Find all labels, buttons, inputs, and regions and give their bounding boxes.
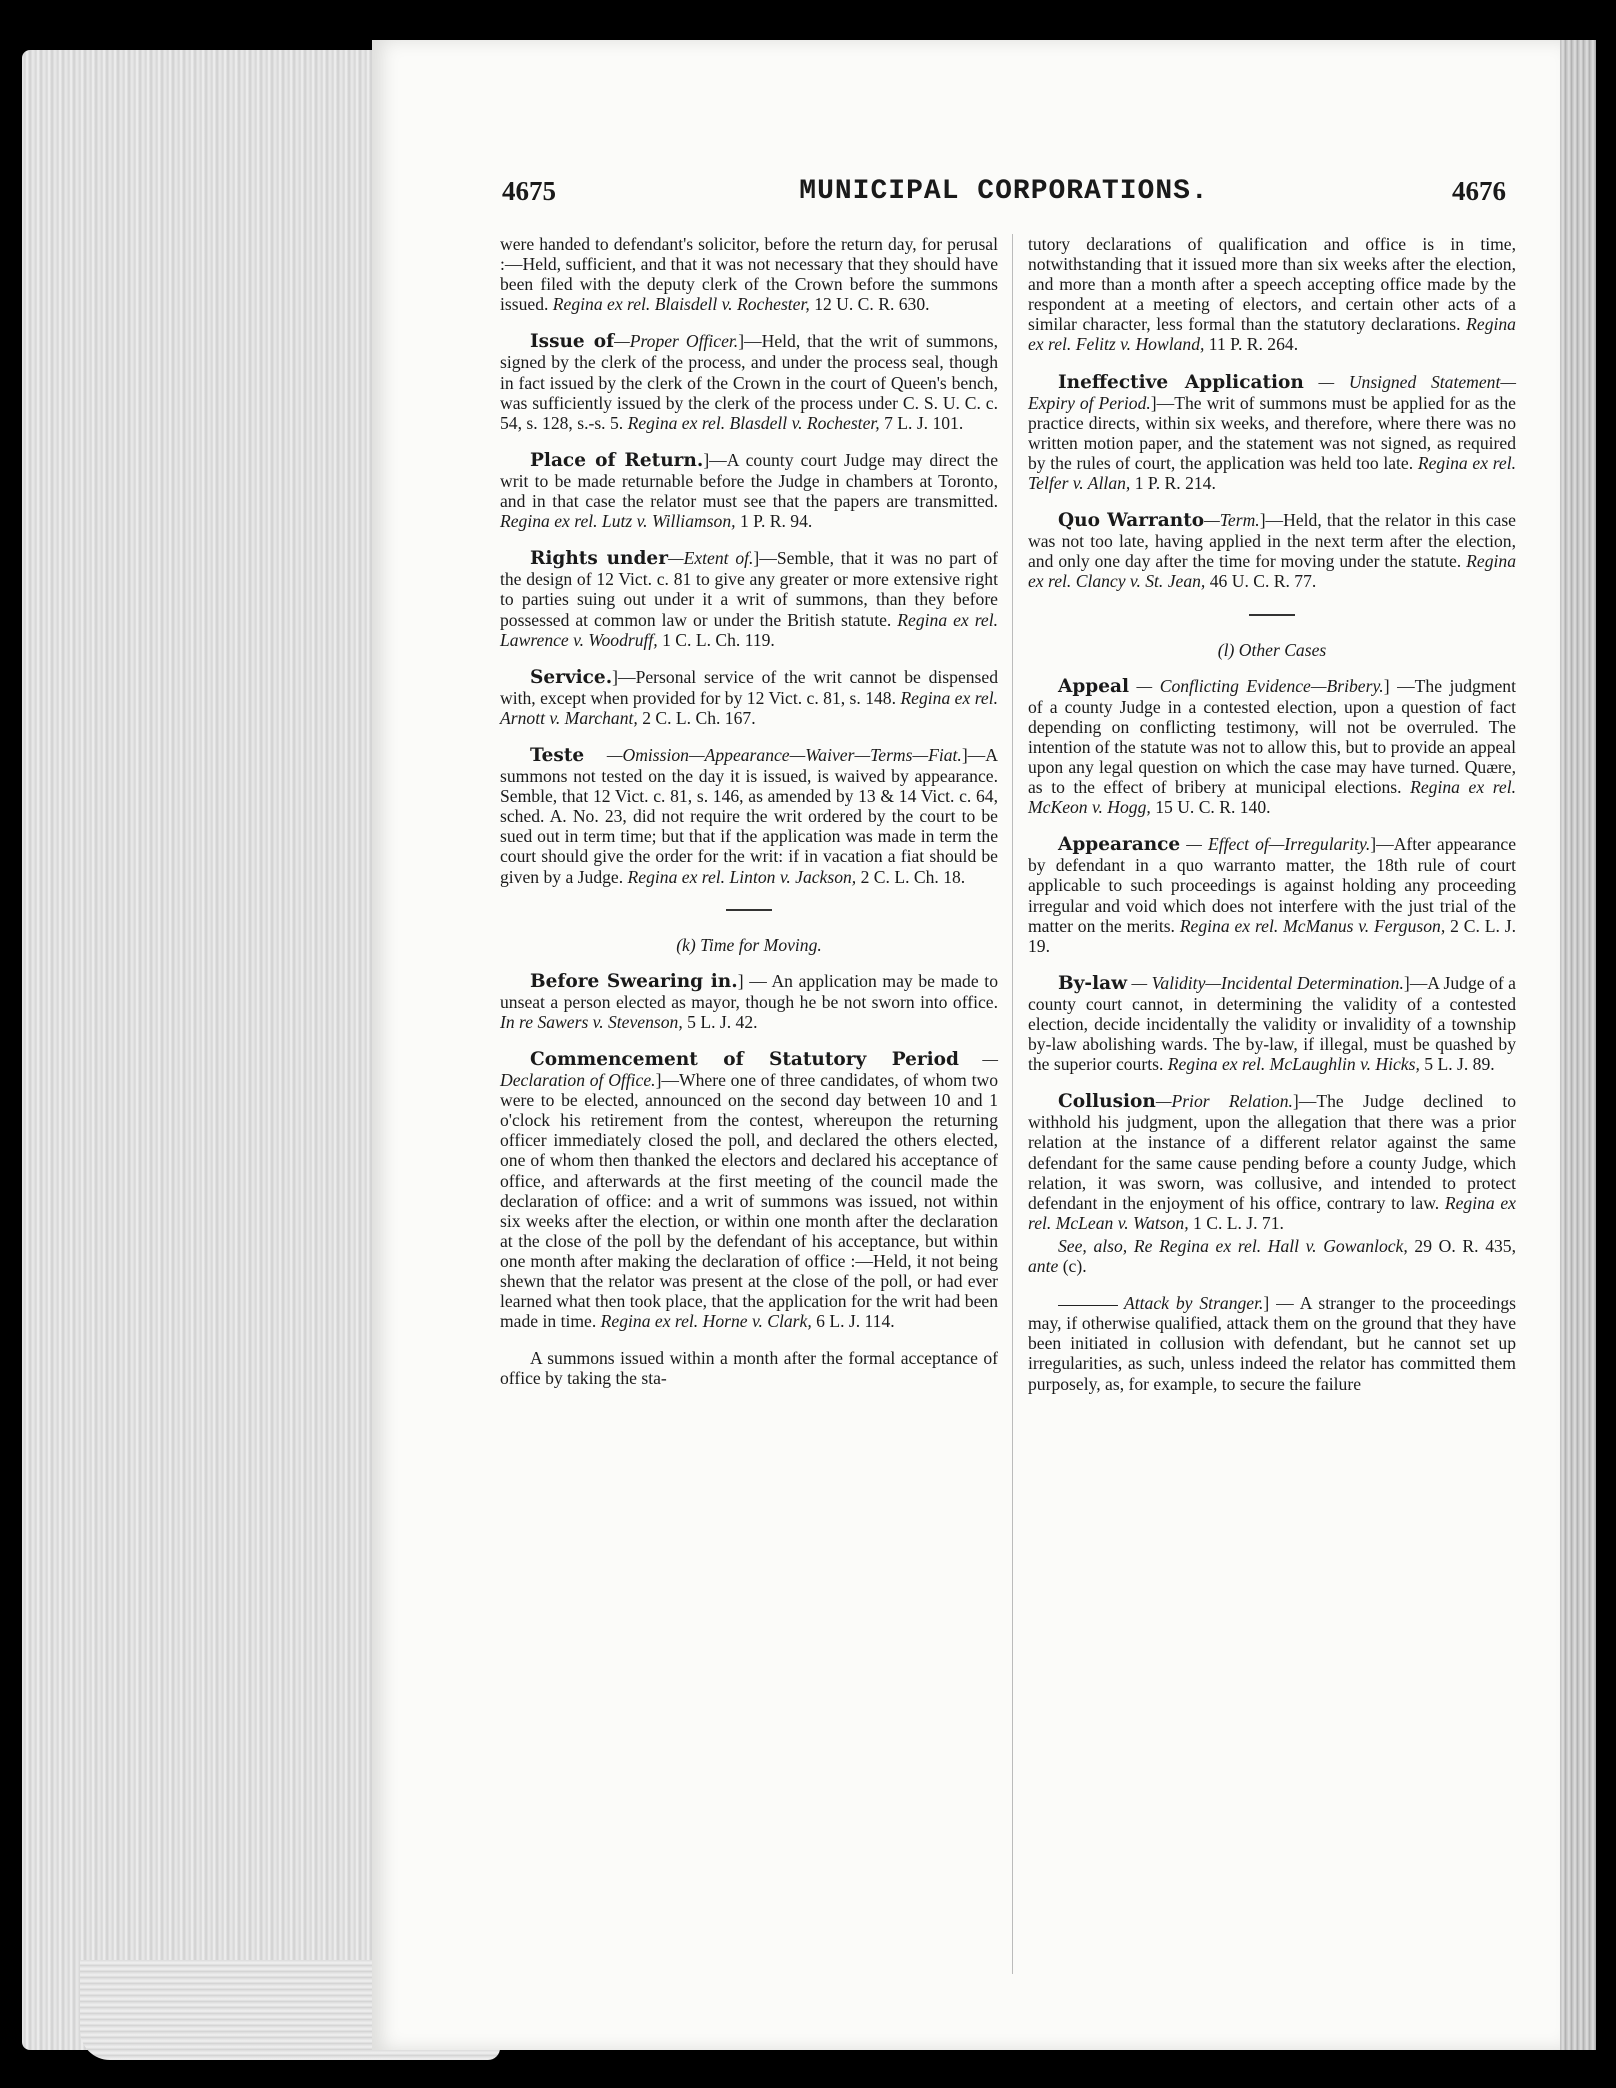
page-header	[502, 176, 1506, 222]
running-title: MUNICIPAL CORPORATIONS.	[799, 176, 1209, 207]
book-page-edges	[22, 50, 378, 2050]
report-reference: 5 L. J. 89.	[1424, 1054, 1495, 1075]
case-citation: In re Sawers v. Stevenson,	[500, 1011, 683, 1032]
case-citation: Re Regina ex rel. Hall v. Gowanlock,	[1133, 1235, 1408, 1256]
report-reference: 6 L. J. 114.	[816, 1311, 895, 1332]
entry-subheading: —Declaration of Office.	[500, 1049, 998, 1091]
entry-heading: Issue of	[530, 331, 615, 353]
report-reference: 1 C. L. J. 71.	[1193, 1212, 1284, 1233]
entry-heading: Quo Warranto	[1058, 510, 1205, 532]
entry-text: ]—The writ of summons must be applied for as the practice directs, within six weeks, and therefore, where there was no written motion paper, and the statement was not signed, as required by the rules of court, the application was held too late.	[1028, 392, 1516, 473]
continued-paragraph	[1028, 234, 1516, 355]
left-column	[500, 234, 998, 1406]
entry-subheading: —Prior Relation.	[1155, 1091, 1293, 1112]
report-reference: 29 O. R. 435,	[1414, 1235, 1516, 1256]
entry-subheading: —Extent of.	[667, 548, 754, 569]
report-reference: 15 U. C. R. 140.	[1155, 797, 1271, 818]
entry-text: ]—Held, that the writ of summons, signed by the clerk of the process, and under the process seal, though in fact issued by the clerk of the Crown in the court of Queen's bench, was sufficiently issued by the clerk of the process under C. S. U. C. c. 54, s. 128, s.-s. 5.	[500, 331, 998, 433]
report-reference: 46 U. C. R. 77.	[1209, 571, 1317, 592]
digest-entry	[500, 331, 998, 432]
digest-entry	[1028, 372, 1516, 494]
section-divider	[726, 909, 772, 911]
entry-subheading: —Term.	[1204, 510, 1260, 531]
case-citation: Regina ex rel. Felitz v. Howland,	[1028, 314, 1516, 355]
section-divider	[1249, 614, 1295, 616]
entry-text: ]—After appearance by defendant in a quo warranto matter, the 18th rule of court applicable to such proceedings is against holding any proceeding irregular and void which does not interfere with the just trial of the matter on the merits.	[1028, 834, 1517, 936]
case-citation: Regina ex rel. Arnott v. Marchant,	[500, 687, 999, 728]
section-heading: (k) Time for Moving.	[676, 934, 822, 955]
entry-heading: Appearance	[1058, 834, 1181, 856]
section-heading: (l) Other Cases	[1217, 639, 1327, 660]
left-page-number: 4675	[502, 176, 556, 206]
entry-text: ] —The judgment of a county Judge in a contested election, upon a question of fact depending on conflicting testimony, will not be overruled. The intention of the statute was not to allow this, but to provide an appeal upon any legal question on which the case may have turned. Quære, as to the effect of bribery at municipal elections.	[1028, 675, 1516, 798]
digest-entry	[500, 548, 998, 649]
entry-text: were handed to defendant's solicitor, before the return day, for perusal :—Held, sufficient, and that it was not necessary that they should have been filed with the deputy clerk of the Crown before the summons issued.	[500, 234, 998, 315]
entry-text: ]—A summons not tested on the day it is issued, is waived by appearance. Semble, that 12 Vict. c. 81, s. 146, as amended by 13 & 14 Vict. c. 64, sched. A. No. 23, did not require the writ ordered by the court to be sued out in term time; but that if the application was made in term the court should give the order for the writ: if in vacation a fiat should be given by a Judge.	[500, 744, 998, 887]
right-page-number: 4676	[1452, 176, 1506, 206]
digest-entry	[1028, 834, 1516, 956]
entry-text: ]—The Judge declined to withhold his judgment, upon the allegation that there was a prior relation at the instance of a different relator against the same defendant for the same cause pending before a county Judge, which relation, it was sworn, was collusive, and intended to protect defendant in the enjoyment of his office, contrary to law.	[1028, 1091, 1517, 1213]
entry-subheading: — Conflicting Evidence—Bribery.	[1129, 675, 1384, 696]
continued-paragraph	[500, 234, 998, 314]
entry-text: ] — A stranger to the proceedings may, if otherwise qualified, attack them on the ground that they have been initiated in collusion with defendant, but he cannot set up irregularities, as such, unless indeed the relator has committed them purposely, as, for example, to secure the failure	[1028, 1293, 1516, 1394]
report-reference: 7 L. J. 101.	[884, 412, 964, 433]
see-also-note	[1028, 1236, 1516, 1276]
report-reference: 12 U. C. R. 630.	[814, 294, 930, 315]
case-citation: Regina ex rel. McLean v. Watson,	[1028, 1192, 1516, 1233]
column-divider	[1012, 234, 1013, 1974]
entry-text: tutory declarations of qualification and office is in time, notwithstanding that it issued more than six weeks after the election, and more than a month after a speech accepting office made by the respondent at a meeting of electors, and certain other acts of a similar character, less formal than the statutory declarations.	[1028, 234, 1516, 335]
case-citation: Regina ex rel. Blasdell v. Rochester,	[627, 412, 880, 433]
case-citation: Regina ex rel. McLaughlin v. Hicks,	[1167, 1054, 1420, 1075]
continuing-paragraph: A summons issued within a month after the formal acceptance of office by taking the sta-	[500, 1348, 998, 1389]
digest-entry	[1028, 1293, 1516, 1393]
case-citation: Regina ex rel. Lawrence v. Woodruff,	[500, 609, 998, 650]
section-reference: (c).	[1062, 1256, 1087, 1277]
entry-subheading: — Unsigned Statement—Expiry of Period.	[1028, 371, 1516, 413]
digest-entry	[500, 1049, 998, 1331]
entry-heading: Teste	[530, 744, 585, 766]
report-reference: 5 L. J. 42.	[687, 1011, 758, 1032]
entry-heading: Service.	[530, 666, 613, 688]
case-citation: Regina ex rel. Lutz v. Williamson,	[500, 511, 736, 532]
entry-subheading: —Proper Officer.	[614, 331, 739, 352]
entry-subheading: —Omission—Appearance—Waiver—Terms—Fiat.	[606, 744, 962, 765]
entry-heading: Collusion	[1058, 1091, 1156, 1113]
entry-heading: Place of Return.	[530, 449, 704, 471]
digest-entry	[500, 450, 998, 531]
entry-heading: Rights under	[530, 548, 668, 570]
digest-entry	[1028, 973, 1516, 1074]
entry-heading: Before Swearing in.	[530, 970, 738, 992]
entry-heading: Ineffective Application	[1058, 371, 1304, 393]
entry-text: ]—Semble, that it was no part of the design of 12 Vict. c. 81 to give any greater or more extensive right to parties suing out under it a writ of summons, than they before possessed at common law or under the British statute.	[500, 548, 998, 630]
case-citation: Regina ex rel. McManus v. Ferguson,	[1179, 915, 1446, 936]
entry-text: ]—Personal service of the writ cannot be dispensed with, except when provided for by 12 Vict. c. 81, s. 148.	[500, 666, 998, 708]
entry-text: ]—A Judge of a county court cannot, in determining the validity of a contested election, decide incidentally the validity or invalidity of a township by-law abolishing wards. The by-law, if illegal, must be quashed by the superior courts.	[1028, 972, 1516, 1075]
report-reference: 11 P. R. 264.	[1208, 334, 1299, 355]
entry-subheading: Attack by Stranger.	[1124, 1293, 1264, 1314]
case-citation: Regina ex rel. Blaisdell v. Rochester,	[552, 294, 810, 315]
right-column	[1028, 234, 1516, 1411]
report-reference: 2 C. L. J. 19.	[1028, 915, 1516, 956]
entry-subheading: — Validity—Incidental Determination.	[1127, 972, 1404, 993]
entry-heading: By-law	[1058, 972, 1128, 994]
case-citation: Regina ex rel. Linton v. Jackson,	[627, 866, 857, 887]
report-reference: 2 C. L. Ch. 167.	[642, 707, 756, 728]
case-citation: Regina ex rel. Clancy v. St. Jean,	[1028, 551, 1516, 592]
report-reference: 1 C. L. Ch. 119.	[662, 629, 775, 650]
book-binding-edge	[1560, 40, 1596, 2050]
digest-entry	[1028, 510, 1516, 591]
digest-entry	[1028, 676, 1516, 818]
ante-reference: ante	[1028, 1256, 1059, 1277]
entry-text: ]—Where one of three candidates, of whom two were to be elected, announced on the second day between 10 and 1 o'clock his retirement from the contest, whereupon the returning officer immediately closed the poll, and declared the others elected, one of whom then thanked the electors and declared his acceptance of office, and afterwards at the first meeting of the council made the declaration of office: and a writ of summons was issued, not within six weeks after the election, or within one month after the declaration at the close of the poll by the defendant of his acceptance, but within one month after making the declaration of office :—Held, it not being shewn that the relator was present at the close of the poll, or had ever learned what then took place, that the application for the writ had been made in time.	[500, 1070, 998, 1332]
entry-heading: Commencement of Statutory Period	[530, 1049, 959, 1070]
case-citation: Regina ex rel. Horne v. Clark,	[600, 1311, 812, 1332]
digest-entry	[1028, 1091, 1516, 1233]
case-citation: Regina ex rel. McKeon v. Hogg,	[1028, 777, 1517, 818]
report-reference: 2 C. L. Ch. 18.	[860, 866, 966, 887]
ditto-dash	[1058, 1305, 1118, 1306]
entry-text: ]—Held, that the relator in this case was not too late, having applied in the next term after the election, and only one day after the time for moving under the statute.	[1028, 510, 1516, 572]
digest-entry	[500, 971, 998, 1032]
digest-entry	[500, 667, 998, 728]
digest-entry	[500, 745, 998, 887]
entry-heading: Appeal	[1058, 675, 1130, 697]
see-also-label: See, also,	[1058, 1235, 1128, 1256]
entry-text: ]—A county court Judge may direct the writ to be made returnable before the Judge in chambers at Toronto, and in that case the relator must see that the papers are transmitted.	[500, 449, 999, 512]
entry-subheading: — Effect of—Irregularity.	[1180, 834, 1371, 855]
entry-text: ] — An application may be made to unseat a person elected as mayor, though he be not sworn into office.	[500, 970, 998, 1012]
report-reference: 1 P. R. 94.	[739, 511, 813, 532]
case-citation: Regina ex rel. Telfer v. Allan,	[1028, 452, 1516, 494]
report-reference: 1 P. R. 214.	[1134, 473, 1216, 494]
